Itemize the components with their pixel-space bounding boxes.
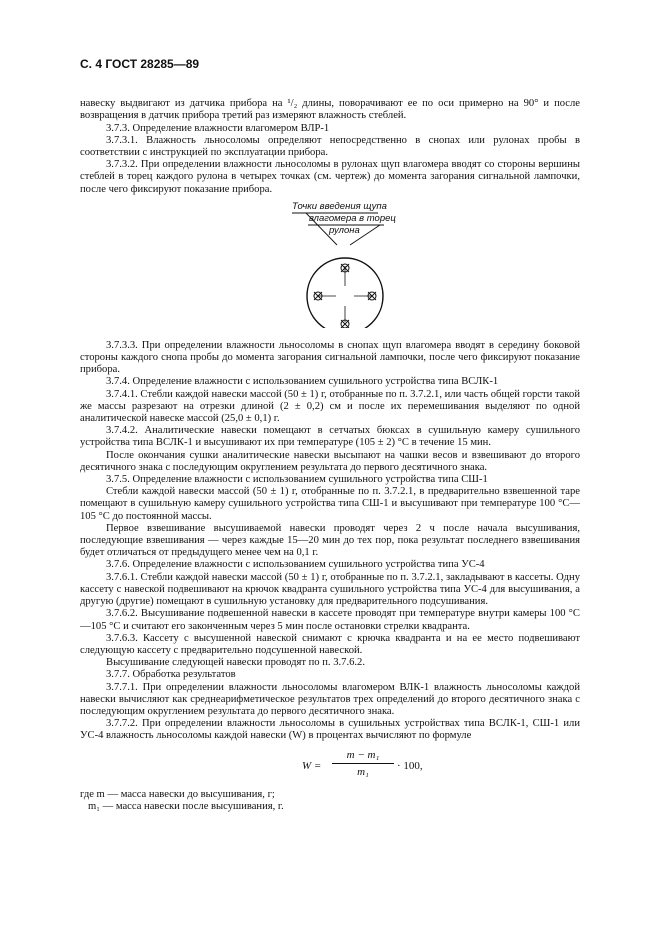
- formula-rhs: · 100,: [397, 759, 423, 772]
- paragraph: 3.7.6.1. Стебли каждой навески массой (50 ± 1) г, отобранные по п. 3.7.2.1, закладывают в кассеты. Одну кассету с навеской подвешивают на крючок квадранта сушильного устройства типа УС-4 для высушивания, а другую (другие) помещают в сушильную установку для предварительного подсушивания.: [80, 571, 580, 608]
- page-header: С. 4 ГОСТ 28285—89: [80, 57, 200, 71]
- paragraph: Стебли каждой навески массой (50 ± 1) г, отобранные по п. 3.7.2.1, в предварительно взвешенной таре помещают в сушильную камеру сушильного устройства типа СШ-1 и высушивают при температуре 100 °С—105 °С до постоянной массы.: [80, 486, 580, 522]
- paragraph: 3.7.7.1. При определении влажности льносоломы влагомером ВЛК-1 влажность льносоломы каждой навески вычисляют как среднеарифметическое результатов трех определений до второго десятичного знака с последующим округлением результата до первого десятичного знака.: [80, 681, 580, 717]
- paragraph: После окончания сушки аналитические навески высыпают на чашки весов и взвешивают до второго десятичного знака с последующим округлением результата до первого десятичного знака.: [80, 449, 580, 473]
- paragraph: Первое взвешивание высушиваемой навески проводят через 2 ч после начала высушивания, последующие взвешивания — через каждые 15—20 мин до тех пор, пока результат последнего взвешивания будет отличаться от предыдущего менее чем на 0,1 г.: [80, 522, 580, 559]
- formula-denominator: m₁: [357, 765, 369, 778]
- paragraph: 3.7.6.2. Высушивание подвешенной навески в кассете проводят при температуре внутри камеры 100 °С—105 °С и считают его законченным через 5 мин после остановки стрелки квадранта.: [80, 608, 580, 632]
- figure-label-line2: влагомера в торец: [309, 212, 396, 224]
- formula-lhs: W =: [302, 759, 322, 772]
- paragraph: 3.7.3.1. Влажность льносоломы определяют непосредственно в снопах или рулонах пробы в соответствии с инструкцией по эксплуатации прибора.: [80, 134, 580, 159]
- section-heading: 3.7.7. Обработка результатов: [106, 669, 236, 681]
- paragraph: 3.7.3.3. При определении влажности льносоломы в снопах щуп влагомера вводят в середину боковой стороны каждого снопа пробы до момента загорания сигнальной лампочки, после чего фиксируют показание прибора.: [80, 339, 580, 376]
- section-heading: 3.7.4. Определение влажности с использованием сушильного устройства типа ВСЛК-1: [106, 376, 499, 388]
- figure-label-line1: Точки введения щупа: [292, 200, 387, 212]
- paragraph: навеску выдвигают из датчика прибора на ¹/₂ длины, поворачивают ее по оси примерно на 90° и после возвращения в датчик прибора третий раз измеряют влажность стеблей.: [80, 98, 580, 122]
- measurement-points-figure: [80, 200, 580, 328]
- paragraph: 3.7.4.1. Стебли каждой навески массой (50 ± 1) г, отобранные по п. 3.7.2.1, или часть общей горсти такой же массы разрезают на отрезки длиной (2 ± 0,2) см и после их перемешивания выделяют по одной аналитической навеске массой (25,0 ± 0,1) г.: [80, 388, 580, 425]
- paragraph: 3.7.4.2. Аналитические навески помещают в сетчатых бюксах в сушильную камеру сушильного устройства типа ВСЛК-1 и высушивают их при температуре (105 ± 2) °С в течение 15 мин.: [80, 425, 580, 449]
- section-heading: 3.7.3. Определение влажности влагомером ВЛР-1: [106, 122, 330, 134]
- paragraph: Высушивание следующей навески проводят по п. 3.7.6.2.: [106, 657, 365, 669]
- formula-numerator: m − m₁: [346, 748, 380, 761]
- fraction-bar: [332, 763, 394, 764]
- paragraph: 3.7.7.2. При определении влажности льносоломы в сушильных устройствах типа ВСЛК-1, СШ-1 или УС-4 влажность льносоломы каждой навески (W) в процентах вычисляют по формуле: [80, 718, 580, 742]
- paragraph: 3.7.3.2. При определении влажности льносоломы в рулонах щуп влагомера вводят со стороны вершины стеблей в торец каждого рулона в четырех точках (см. чертеж) до момента загорания сигнальной лампочки, после чего фиксируют показание прибора.: [80, 159, 580, 195]
- document-page: [80, 58, 580, 813]
- section-heading: 3.7.5. Определение влажности с использованием сушильного устройства типа СШ-1: [106, 474, 488, 486]
- figure-label-line3: рулона: [329, 224, 360, 236]
- formula-legend-line: m₁ — масса навески после высушивания, г.: [88, 800, 284, 812]
- moisture-formula: [80, 747, 580, 787]
- formula-legend-line: где m — масса навески до высушивания, г;: [80, 788, 275, 800]
- section-heading: 3.7.6. Определение влажности с использованием сушильного устройства типа УС-4: [106, 559, 485, 571]
- paragraph: 3.7.6.3. Кассету с высушенной навеской снимают с крючка квадранта и на ее место подвешивают следующую кассету с предварительно подсушенной навеской.: [80, 632, 580, 656]
